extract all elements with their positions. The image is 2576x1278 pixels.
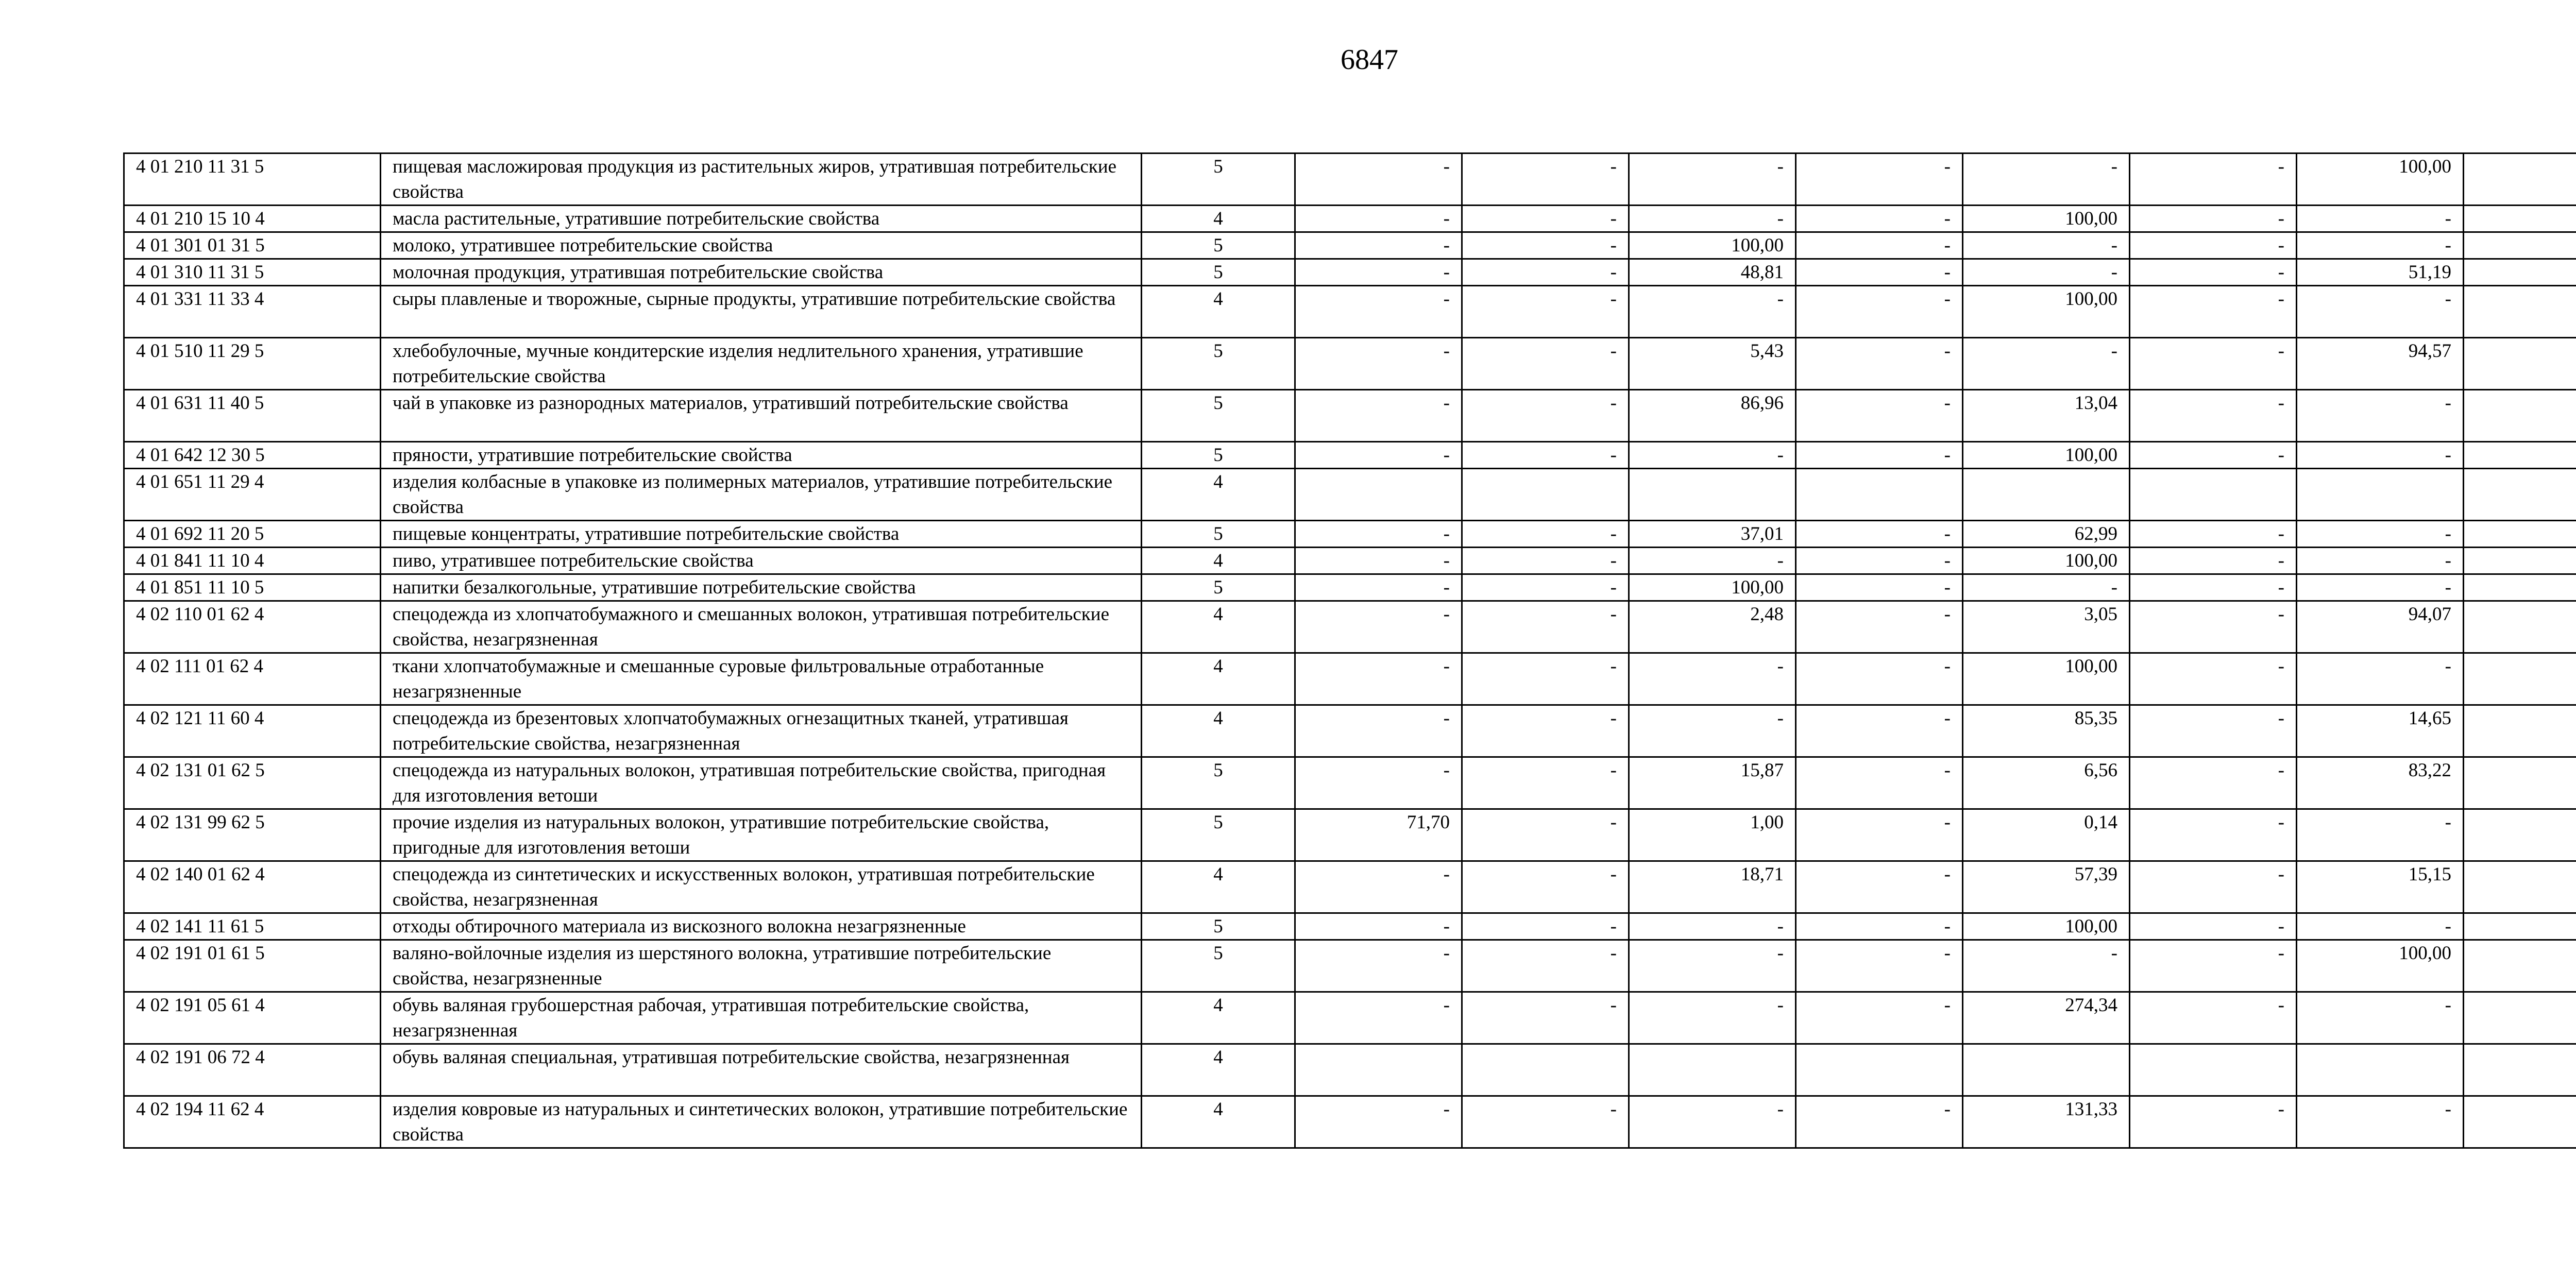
value-cell: - [1295, 154, 1462, 206]
value-cell: - [1796, 809, 1963, 861]
hazard-class-cell: 4 [1142, 548, 1295, 574]
value-cell: - [1295, 653, 1462, 705]
value-cell: - [1295, 601, 1462, 653]
hazard-class-cell: 5 [1142, 809, 1295, 861]
value-cell: - [1295, 259, 1462, 286]
waste-code-cell: 4 02 191 01 61 5 [124, 940, 381, 992]
value-cell: 57,39 [1963, 861, 2130, 913]
value-cell: - [1963, 338, 2130, 390]
value-cell: 6,56 [1963, 757, 2130, 809]
table-row [124, 601, 2576, 653]
value-cell: - [1462, 521, 1629, 548]
waste-code-cell: 4 01 651 11 29 4 [124, 469, 381, 521]
table-row [124, 1044, 2576, 1096]
value-cell: 100,00 [1963, 653, 2130, 705]
waste-name-cell: прочие изделия из натуральных волокон, утратившие потребительские свойства, пригодные для изготовления ветоши [381, 809, 1142, 861]
value-cell: - [1796, 206, 1963, 232]
waste-code-cell: 4 01 210 11 31 5 [124, 154, 381, 206]
value-cell: - [1796, 653, 1963, 705]
value-cell [2464, 940, 2576, 992]
value-cell: - [1462, 601, 1629, 653]
value-cell: - [1462, 259, 1629, 286]
waste-name-cell: чай в упаковке из разнородных материалов, утративший потребительские свойства [381, 390, 1142, 442]
table-row [124, 390, 2576, 442]
value-cell [1462, 469, 1629, 521]
value-cell: - [1796, 574, 1963, 601]
value-cell: 5,43 [1629, 338, 1796, 390]
value-cell [2297, 1044, 2464, 1096]
value-cell: - [1796, 286, 1963, 338]
value-cell: - [2130, 206, 2297, 232]
value-cell [2464, 338, 2576, 390]
value-cell: - [1629, 992, 1796, 1044]
value-cell: - [1295, 574, 1462, 601]
hazard-class-cell: 4 [1142, 206, 1295, 232]
value-cell: - [1462, 154, 1629, 206]
value-cell: 86,96 [1629, 390, 1796, 442]
waste-name-cell: пиво, утратившее потребительские свойства [381, 548, 1142, 574]
table-row [124, 809, 2576, 861]
page-number: 6847 [1341, 44, 1398, 76]
value-cell: 94,07 [2297, 601, 2464, 653]
value-cell: 18,71 [1629, 861, 1796, 913]
value-cell: - [1796, 601, 1963, 653]
value-cell: - [1295, 232, 1462, 259]
value-cell [2464, 521, 2576, 548]
table-row [124, 705, 2576, 757]
value-cell: 100,00 [2297, 940, 2464, 992]
value-cell [2464, 154, 2576, 206]
hazard-class-cell: 5 [1142, 338, 1295, 390]
value-cell [2464, 390, 2576, 442]
value-cell: 94,57 [2297, 338, 2464, 390]
value-cell: - [1796, 992, 1963, 1044]
waste-code-cell: 4 01 310 11 31 5 [124, 259, 381, 286]
table-row [124, 442, 2576, 469]
value-cell: - [1462, 809, 1629, 861]
waste-name-cell: напитки безалкогольные, утратившие потребительские свойства [381, 574, 1142, 601]
waste-code-cell: 4 01 331 11 33 4 [124, 286, 381, 338]
value-cell [1963, 1044, 2130, 1096]
waste-code-cell: 4 02 121 11 60 4 [124, 705, 381, 757]
value-cell: - [1796, 548, 1963, 574]
hazard-class-cell: 5 [1142, 259, 1295, 286]
value-cell: - [2297, 574, 2464, 601]
value-cell: - [1796, 232, 1963, 259]
waste-name-cell: отходы обтирочного материала из вискозного волокна незагрязненные [381, 913, 1142, 940]
value-cell: - [1462, 442, 1629, 469]
value-cell: - [1796, 338, 1963, 390]
value-cell: - [2130, 861, 2297, 913]
waste-name-cell: спецодежда из синтетических и искусственных волокон, утратившая потребительские свойства, незагрязненная [381, 861, 1142, 913]
waste-name-cell: изделия колбасные в упаковке из полимерных материалов, утратившие потребительские свойства [381, 469, 1142, 521]
table-row [124, 206, 2576, 232]
table-row [124, 286, 2576, 338]
hazard-class-cell: 4 [1142, 992, 1295, 1044]
waste-data-table [123, 152, 2576, 1149]
table-row [124, 259, 2576, 286]
value-cell: - [1462, 705, 1629, 757]
value-cell: - [2297, 1096, 2464, 1148]
value-cell [2464, 757, 2576, 809]
value-cell: 100,00 [1629, 574, 1796, 601]
value-cell: - [1295, 390, 1462, 442]
value-cell: - [2130, 992, 2297, 1044]
value-cell [2464, 809, 2576, 861]
value-cell [2130, 469, 2297, 521]
waste-name-cell: пищевая масложировая продукция из растительных жиров, утратившая потребительские свойства [381, 154, 1142, 206]
value-cell: - [1462, 548, 1629, 574]
value-cell: - [1462, 232, 1629, 259]
table-row [124, 653, 2576, 705]
value-cell: - [1295, 1096, 1462, 1148]
hazard-class-cell: 4 [1142, 469, 1295, 521]
value-cell: - [2297, 521, 2464, 548]
value-cell [2464, 574, 2576, 601]
value-cell: 100,00 [1963, 206, 2130, 232]
value-cell [2464, 913, 2576, 940]
value-cell: 100,00 [1963, 548, 2130, 574]
value-cell: - [1295, 913, 1462, 940]
table-row [124, 548, 2576, 574]
waste-code-cell: 4 02 110 01 62 4 [124, 601, 381, 653]
hazard-class-cell: 4 [1142, 1044, 1295, 1096]
hazard-class-cell: 4 [1142, 286, 1295, 338]
value-cell [1796, 469, 1963, 521]
waste-name-cell: спецодежда из брезентовых хлопчатобумажных огнезащитных тканей, утратившая потребительские свойства, незагрязненная [381, 705, 1142, 757]
value-cell: - [1295, 861, 1462, 913]
value-cell: - [2130, 286, 2297, 338]
value-cell: 14,65 [2297, 705, 2464, 757]
value-cell: - [1796, 1096, 1963, 1148]
waste-name-cell: спецодежда из натуральных волокон, утратившая потребительские свойства, пригодная для изготовления ветоши [381, 757, 1142, 809]
hazard-class-cell: 5 [1142, 442, 1295, 469]
value-cell [2464, 1096, 2576, 1148]
value-cell: - [2130, 232, 2297, 259]
value-cell: - [1796, 705, 1963, 757]
value-cell: - [2130, 653, 2297, 705]
table-row [124, 469, 2576, 521]
value-cell: 71,70 [1295, 809, 1462, 861]
value-cell: - [1462, 913, 1629, 940]
value-cell: - [2130, 548, 2297, 574]
value-cell [2464, 232, 2576, 259]
value-cell: - [1963, 154, 2130, 206]
waste-name-cell: пищевые концентраты, утратившие потребительские свойства [381, 521, 1142, 548]
table-row [124, 992, 2576, 1044]
waste-code-cell: 4 02 131 99 62 5 [124, 809, 381, 861]
waste-name-cell: молоко, утратившее потребительские свойства [381, 232, 1142, 259]
value-cell: 83,22 [2297, 757, 2464, 809]
value-cell: - [1462, 338, 1629, 390]
value-cell: - [2130, 390, 2297, 442]
value-cell: - [1295, 442, 1462, 469]
value-cell: 85,35 [1963, 705, 2130, 757]
value-cell: - [1295, 206, 1462, 232]
value-cell: - [1462, 992, 1629, 1044]
value-cell: - [2297, 232, 2464, 259]
waste-code-cell: 4 02 131 01 62 5 [124, 757, 381, 809]
waste-name-cell: хлебобулочные, мучные кондитерские изделия недлительного хранения, утратившие потребительские свойства [381, 338, 1142, 390]
value-cell: 274,34 [1963, 992, 2130, 1044]
hazard-class-cell: 4 [1142, 705, 1295, 757]
waste-name-cell: сыры плавленые и творожные, сырные продукты, утратившие потребительские свойства [381, 286, 1142, 338]
value-cell: - [1796, 757, 1963, 809]
value-cell: - [2297, 653, 2464, 705]
waste-code-cell: 4 02 140 01 62 4 [124, 861, 381, 913]
waste-name-cell: обувь валяная специальная, утратившая потребительские свойства, незагрязненная [381, 1044, 1142, 1096]
hazard-class-cell: 5 [1142, 521, 1295, 548]
value-cell: - [1796, 521, 1963, 548]
value-cell: - [1629, 442, 1796, 469]
value-cell: - [1629, 1096, 1796, 1148]
value-cell [2464, 469, 2576, 521]
hazard-class-cell: 4 [1142, 653, 1295, 705]
value-cell: - [1629, 286, 1796, 338]
value-cell: - [2130, 154, 2297, 206]
value-cell: - [2130, 521, 2297, 548]
value-cell: 51,19 [2297, 259, 2464, 286]
value-cell: 62,99 [1963, 521, 2130, 548]
waste-name-cell: пряности, утратившие потребительские свойства [381, 442, 1142, 469]
value-cell [1796, 1044, 1963, 1096]
value-cell: - [1462, 940, 1629, 992]
value-cell [1963, 469, 2130, 521]
value-cell: - [1295, 338, 1462, 390]
waste-code-cell: 4 02 191 06 72 4 [124, 1044, 381, 1096]
value-cell: 100,00 [1963, 286, 2130, 338]
value-cell: - [2130, 757, 2297, 809]
value-cell: 15,15 [2297, 861, 2464, 913]
value-cell: - [1629, 154, 1796, 206]
waste-name-cell: валяно-войлочные изделия из шерстяного волокна, утратившие потребительские свойства, незагрязненные [381, 940, 1142, 992]
value-cell [2464, 861, 2576, 913]
value-cell: - [1796, 913, 1963, 940]
value-cell: - [1295, 705, 1462, 757]
waste-code-cell: 4 02 191 05 61 4 [124, 992, 381, 1044]
hazard-class-cell: 5 [1142, 574, 1295, 601]
value-cell: 100,00 [1963, 442, 2130, 469]
value-cell: - [2130, 705, 2297, 757]
value-cell: - [2130, 259, 2297, 286]
value-cell: - [1796, 390, 1963, 442]
value-cell: - [2130, 940, 2297, 992]
value-cell: - [2297, 286, 2464, 338]
waste-code-cell: 4 01 510 11 29 5 [124, 338, 381, 390]
value-cell [2464, 286, 2576, 338]
value-cell: 3,05 [1963, 601, 2130, 653]
value-cell: - [1963, 232, 2130, 259]
value-cell [1295, 1044, 1462, 1096]
value-cell [2464, 653, 2576, 705]
value-cell: - [1462, 653, 1629, 705]
waste-name-cell: спецодежда из хлопчатобумажного и смешанных волокон, утратившая потребительские свойства, незагрязненная [381, 601, 1142, 653]
hazard-class-cell: 5 [1142, 390, 1295, 442]
waste-name-cell: масла растительные, утратившие потребительские свойства [381, 206, 1142, 232]
value-cell [2130, 1044, 2297, 1096]
value-cell: - [2297, 548, 2464, 574]
value-cell: - [2297, 390, 2464, 442]
value-cell: - [1629, 705, 1796, 757]
value-cell: - [1462, 206, 1629, 232]
hazard-class-cell: 5 [1142, 154, 1295, 206]
waste-code-cell: 4 02 111 01 62 4 [124, 653, 381, 705]
value-cell: 13,04 [1963, 390, 2130, 442]
value-cell: - [1295, 992, 1462, 1044]
value-cell: - [2130, 809, 2297, 861]
value-cell: - [1796, 442, 1963, 469]
value-cell: 100,00 [1963, 913, 2130, 940]
value-cell [1629, 1044, 1796, 1096]
value-cell: - [2130, 913, 2297, 940]
waste-code-cell: 4 02 194 11 62 4 [124, 1096, 381, 1148]
value-cell [1462, 1044, 1629, 1096]
table-row [124, 757, 2576, 809]
value-cell: - [2130, 1096, 2297, 1148]
value-cell: 1,00 [1629, 809, 1796, 861]
value-cell: 0,14 [1963, 809, 2130, 861]
value-cell [2464, 259, 2576, 286]
value-cell [1295, 469, 1462, 521]
table-row [124, 154, 2576, 206]
value-cell: - [2130, 338, 2297, 390]
value-cell: - [1462, 390, 1629, 442]
value-cell: 2,48 [1629, 601, 1796, 653]
table-row [124, 940, 2576, 992]
value-cell: - [1462, 861, 1629, 913]
value-cell [2464, 206, 2576, 232]
hazard-class-cell: 5 [1142, 232, 1295, 259]
hazard-class-cell: 5 [1142, 913, 1295, 940]
value-cell: - [1963, 574, 2130, 601]
hazard-class-cell: 4 [1142, 861, 1295, 913]
value-cell: - [2297, 913, 2464, 940]
value-cell: 37,01 [1629, 521, 1796, 548]
table-row [124, 574, 2576, 601]
value-cell: - [1462, 286, 1629, 338]
waste-code-cell: 4 02 141 11 61 5 [124, 913, 381, 940]
table-row [124, 338, 2576, 390]
table-row [124, 1096, 2576, 1148]
value-cell: - [2297, 442, 2464, 469]
value-cell [2464, 705, 2576, 757]
value-cell: - [1462, 1096, 1629, 1148]
value-cell: - [1629, 206, 1796, 232]
table-row [124, 861, 2576, 913]
waste-code-cell: 4 01 851 11 10 5 [124, 574, 381, 601]
value-cell: - [1629, 548, 1796, 574]
value-cell: - [1629, 940, 1796, 992]
value-cell: - [2130, 574, 2297, 601]
waste-name-cell: обувь валяная грубошерстная рабочая, утратившая потребительские свойства, незагрязненная [381, 992, 1142, 1044]
value-cell: - [1796, 154, 1963, 206]
hazard-class-cell: 5 [1142, 940, 1295, 992]
waste-name-cell: ткани хлопчатобумажные и смешанные суровые фильтровальные отработанные незагрязненные [381, 653, 1142, 705]
value-cell: 15,87 [1629, 757, 1796, 809]
table-body [124, 154, 2576, 1148]
waste-code-cell: 4 01 631 11 40 5 [124, 390, 381, 442]
hazard-class-cell: 4 [1142, 601, 1295, 653]
hazard-class-cell: 5 [1142, 757, 1295, 809]
value-cell: 100,00 [1629, 232, 1796, 259]
value-cell: - [1295, 548, 1462, 574]
value-cell [2464, 442, 2576, 469]
value-cell: 100,00 [2297, 154, 2464, 206]
value-cell: - [2130, 442, 2297, 469]
value-cell: 48,81 [1629, 259, 1796, 286]
waste-code-cell: 4 01 210 15 10 4 [124, 206, 381, 232]
value-cell: - [1963, 940, 2130, 992]
value-cell: - [1462, 757, 1629, 809]
value-cell: - [1629, 913, 1796, 940]
value-cell: - [1295, 521, 1462, 548]
value-cell: - [1629, 653, 1796, 705]
table-row [124, 232, 2576, 259]
value-cell: 131,33 [1963, 1096, 2130, 1148]
value-cell: - [2297, 992, 2464, 1044]
value-cell: - [1796, 940, 1963, 992]
value-cell [2297, 469, 2464, 521]
hazard-class-cell: 4 [1142, 1096, 1295, 1148]
waste-name-cell: изделия ковровые из натуральных и синтетических волокон, утратившие потребительские свойства [381, 1096, 1142, 1148]
value-cell: - [1295, 940, 1462, 992]
value-cell: - [2130, 601, 2297, 653]
value-cell [2464, 548, 2576, 574]
value-cell: - [2297, 206, 2464, 232]
waste-code-cell: 4 01 642 12 30 5 [124, 442, 381, 469]
value-cell [2464, 992, 2576, 1044]
value-cell [1629, 469, 1796, 521]
waste-code-cell: 4 01 301 01 31 5 [124, 232, 381, 259]
value-cell [2464, 1044, 2576, 1096]
value-cell: - [1796, 259, 1963, 286]
value-cell [2464, 601, 2576, 653]
value-cell: - [1462, 574, 1629, 601]
value-cell: - [1295, 757, 1462, 809]
waste-code-cell: 4 01 692 11 20 5 [124, 521, 381, 548]
value-cell: - [1796, 861, 1963, 913]
waste-code-cell: 4 01 841 11 10 4 [124, 548, 381, 574]
table-row [124, 521, 2576, 548]
value-cell: - [2297, 809, 2464, 861]
value-cell: - [1963, 259, 2130, 286]
waste-name-cell: молочная продукция, утратившая потребительские свойства [381, 259, 1142, 286]
value-cell: - [1295, 286, 1462, 338]
table-row [124, 913, 2576, 940]
